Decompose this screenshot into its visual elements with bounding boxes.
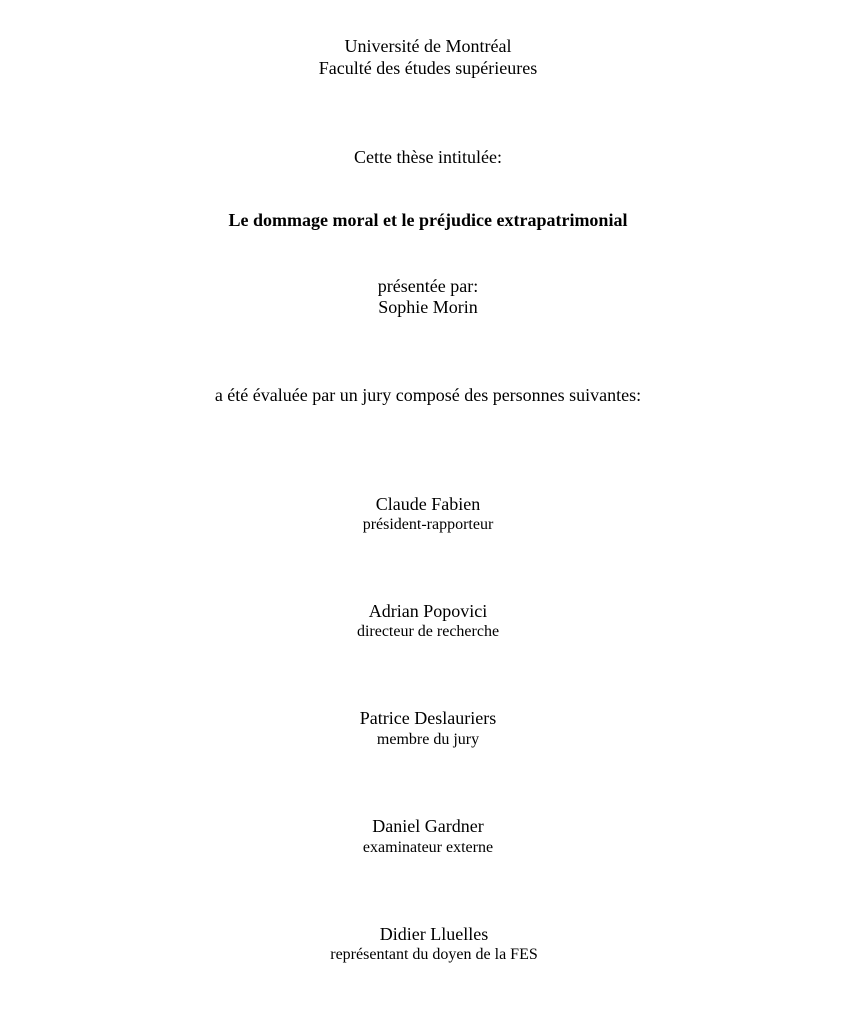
thesis-title: Le dommage moral et le préjudice extrapatrimonial — [228, 210, 628, 230]
jury-member-role: directeur de recherche — [356, 623, 500, 640]
intro-label: Cette thèse intitulée: — [354, 147, 502, 167]
university-name: Université de Montréal — [344, 36, 512, 56]
faculty-name: Faculté des études supérieures — [318, 58, 538, 78]
jury-member-name: Claude Fabien — [375, 494, 481, 514]
jury-member-name: Adrian Popovici — [368, 601, 488, 621]
author-name: Sophie Morin — [378, 297, 478, 317]
jury-member-name: Daniel Gardner — [372, 816, 484, 836]
jury-intro: a été évaluée par un jury composé des personnes suivantes: — [214, 385, 642, 405]
jury-member-role: représentant du doyen de la FES — [330, 946, 538, 963]
jury-member-role: président-rapporteur — [362, 516, 494, 533]
jury-member-name: Patrice Deslauriers — [359, 708, 497, 728]
jury-member-name: Didier Lluelles — [379, 924, 489, 944]
jury-member-role: membre du jury — [376, 731, 480, 748]
jury-member-role: examinateur externe — [362, 839, 494, 856]
presented-by-label: présentée par: — [377, 276, 479, 296]
